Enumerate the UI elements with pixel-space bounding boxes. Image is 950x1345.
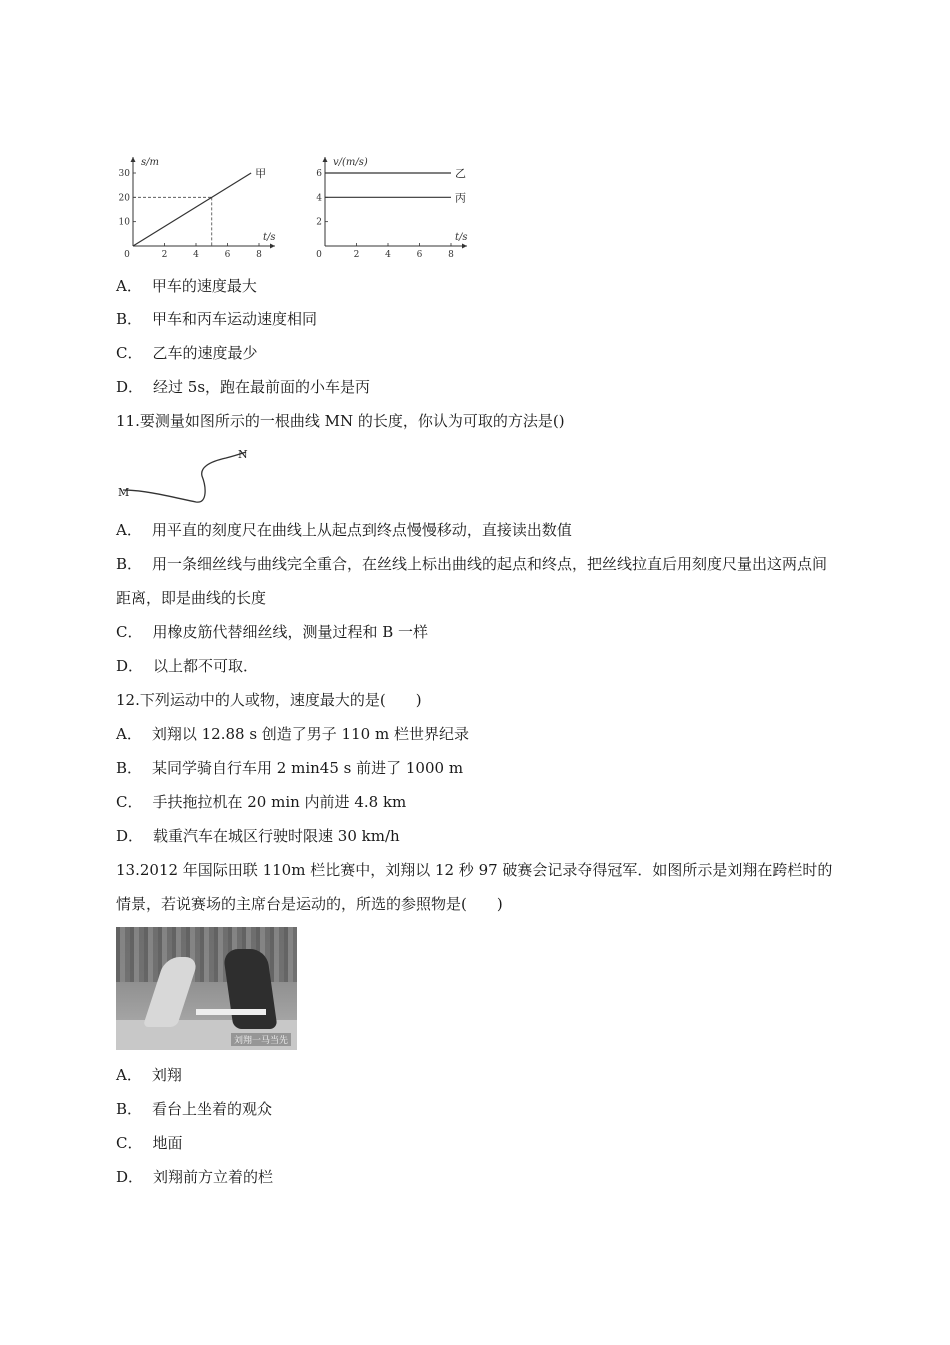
x-tick-label: 2 [353, 250, 360, 260]
q13-option-d: D． 刘翔前方立着的栏 [116, 1168, 274, 1186]
mn-curve-figure [116, 446, 256, 510]
q11-stem: 11.要测量如图所示的一根曲线 MN 的长度，你认为可取的方法是() [116, 412, 565, 430]
v-t-chart [305, 152, 485, 262]
y-tick-label: 4 [316, 193, 322, 204]
q12-stem: 12.下列运动中的人或物，速度最大的是( ) [116, 691, 422, 709]
q12-option-d: D． 载重汽车在城区行驶时限速 30 km/h [116, 827, 400, 845]
y-tick-label: 10 [118, 217, 130, 228]
y-tick-label: 20 [118, 193, 130, 204]
y-tick-label: 30 [118, 169, 130, 179]
photo-caption: 刘翔一马当先 [231, 1033, 291, 1046]
series-label-1: 甲 [255, 167, 267, 180]
y-axis-label: v/(m/s) [333, 157, 368, 168]
x-tick-label: 6 [416, 250, 423, 260]
x-tick-label: 4 [385, 250, 391, 260]
q10-option-d: D． 经过 5s，跑在最前面的小车是丙 [116, 378, 371, 396]
curve-end-label: N [238, 448, 248, 461]
x-tick-label: 8 [256, 250, 262, 260]
y-axis-arrow [323, 157, 328, 162]
photo-hurdle [196, 1009, 266, 1015]
q11-option-d: D． 以上都不可取． [116, 657, 259, 675]
y-tick-label: 6 [316, 169, 322, 179]
x-tick-label: 4 [193, 250, 199, 260]
y-axis-label: s/m [141, 157, 159, 168]
curve-start-label: M [118, 486, 130, 499]
q12-option-c: C． 手扶拖拉机在 20 min 内前进 4.8 km [116, 793, 407, 811]
s-t-chart [112, 152, 288, 262]
q13-option-b: B． 看台上坐着的观众 [116, 1100, 273, 1118]
q11-option-a: A． 用平直的刻度尺在曲线上从起点到终点慢慢移动，直接读出数值 [116, 521, 572, 539]
x-tick-label: 8 [448, 250, 454, 260]
y-axis-arrow [131, 157, 136, 162]
x-axis-arrow [270, 244, 275, 249]
x-tick-label: 6 [224, 250, 231, 260]
x-tick-label: 2 [161, 250, 168, 260]
q11-option-c: C． 用橡皮筋代替细丝线，测量过程和 B 一样 [116, 623, 429, 641]
origin-label: 0 [316, 250, 322, 260]
x-axis-arrow [462, 244, 467, 249]
x-axis-label: t/s [455, 232, 468, 243]
series-line-1 [133, 173, 251, 246]
y-tick-label: 2 [316, 217, 322, 228]
q12-option-a: A． 刘翔以 12.88 s 创造了男子 110 m 栏世界纪录 [116, 725, 469, 743]
q13-stem: 13.2012 年国际田联 110m 栏比赛中，刘翔以 12 秒 97 破赛会记录夺得冠军．如图所示是刘翔在跨栏时的情景，若说赛场的主席台是运动的，所选的参照物是( ) [116, 861, 833, 913]
q10-option-a: A． 甲车的速度最大 [116, 277, 257, 295]
q13-option-a: A． 刘翔 [116, 1066, 182, 1084]
mn-curve [123, 452, 246, 502]
q13-option-c: C． 地面 [116, 1134, 183, 1152]
series-label-2: 丙 [455, 191, 466, 205]
origin-label: 0 [124, 250, 130, 260]
x-axis-label: t/s [263, 232, 276, 243]
series-label-1: 乙 [455, 167, 466, 180]
q11-option-b: B． 用一条细丝线与曲线完全重合，在丝线上标出曲线的起点和终点，把丝线拉直后用刻度尺量出这两点间距离，即是曲线的长度 [116, 555, 828, 607]
q10-option-c: C． 乙车的速度最少 [116, 344, 258, 362]
q10-option-b: B． 甲车和丙车运动速度相同 [116, 310, 318, 328]
hurdle-race-photo [116, 927, 297, 1050]
q12-option-b: B． 某同学骑自行车用 2 min45 s 前进了 1000 m [116, 759, 464, 777]
